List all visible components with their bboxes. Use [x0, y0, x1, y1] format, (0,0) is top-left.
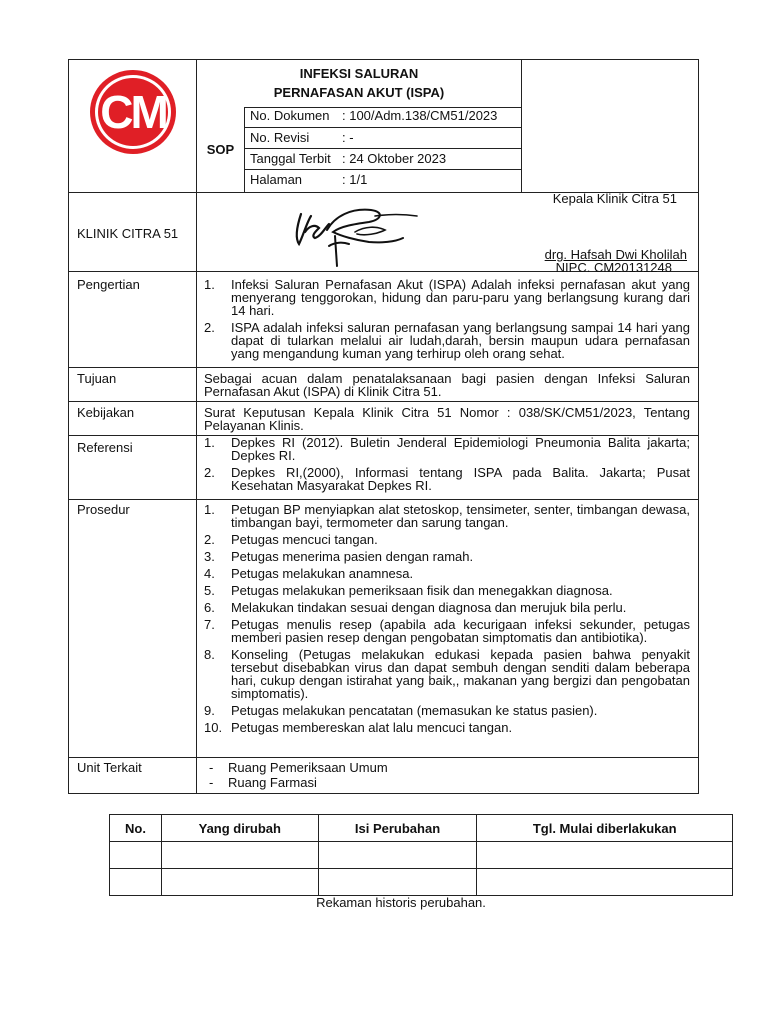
- table-cell: [161, 869, 318, 896]
- doc-number-label: No. Dokumen: [250, 108, 330, 123]
- label-tujuan: Tujuan: [77, 371, 117, 386]
- table-cell: [110, 842, 162, 869]
- divider-row-kebijakan: [68, 401, 699, 402]
- doc-number-row: [244, 106, 521, 127]
- logo-text: CM: [100, 86, 166, 138]
- revision-row: [244, 127, 521, 148]
- table-cell: [477, 869, 733, 896]
- clinic-head-title: Kepala Klinik Citra 51: [552, 191, 677, 206]
- clinic-head-name: drg. Hafsah Dwi Kholilah: [544, 247, 687, 262]
- table-cell: [110, 869, 162, 896]
- label-unit-terkait: Unit Terkait: [77, 760, 142, 775]
- prosedur-item: 2. Petugas mencuci tangan.: [204, 532, 378, 547]
- history-header-content: Isi Perubahan: [318, 815, 477, 842]
- revision-value: : -: [342, 130, 354, 145]
- divider-row-tujuan: [68, 367, 699, 368]
- content-pengertian: [204, 278, 690, 364]
- prosedur-item: 5. Petugas melakukan pemeriksaan fisik dan menegakkan diagnosa.: [204, 583, 613, 598]
- content-tujuan: Sebagai acuan dalam penatalaksanaan bagi pasien dengan Infeksi Saluran Pernafasan Akut (ISPA) di Klinik Citra 51.: [204, 371, 690, 399]
- prosedur-item: 4. Petugas melakukan anamnesa.: [204, 566, 414, 581]
- referensi-item: 1. Depkes RI (2012). Buletin Jenderal Epidemiologi Pneumonia Balita jakarta; Depkes RI.: [204, 435, 690, 463]
- label-pengertian: Pengertian: [77, 277, 140, 292]
- prosedur-item: 10. Petugas membereskan alat lalu mencuci tangan.: [204, 720, 513, 735]
- table-row: [110, 842, 733, 869]
- divider-left-column: [196, 59, 197, 794]
- pengertian-item: 2. ISPA adalah infeksi saluran pernafasan yang berlangsung sampai 14 hari yang dapat di tularkan melalui air ludah,darah, bersin maupun udara pernafasan yang mengandung kuman yang terhirup oleh orang sehat.: [204, 320, 690, 361]
- divider-row-unit-terkait: [68, 757, 699, 758]
- content-referensi: [204, 436, 690, 496]
- content-prosedur: [204, 503, 690, 738]
- clinic-head-nip: NIPC. CM20131248: [555, 260, 672, 275]
- content-unit-terkait: [204, 761, 690, 791]
- clinic-logo: [88, 68, 178, 156]
- divider-header-right: [521, 59, 522, 192]
- page-title: [197, 64, 521, 102]
- history-header-row: [110, 815, 733, 842]
- prosedur-item: 6. Melakukan tindakan sesuai dengan diagnosa dan merujuk bila perlu.: [204, 600, 627, 615]
- page-label: Halaman: [250, 172, 303, 187]
- history-header-no: No.: [110, 815, 162, 842]
- prosedur-item: 3. Petugas menerima pasien dengan ramah.: [204, 549, 474, 564]
- label-referensi: Referensi: [77, 440, 133, 455]
- divider-row-prosedur: [68, 499, 699, 500]
- prosedur-item: 8. Konseling (Petugas melakukan edukasi kepada pasien bahwa penyakit tersebut disebabkan virus dan dapat sembuh dengan senditi dalam beberapa hari, cukup dengan istirahat yang baik,, makanan yang bergizi dan pengobatan simptomatis).: [204, 647, 690, 701]
- history-caption: Rekaman historis perubahan.: [316, 895, 486, 910]
- pengertian-item: 1. Infeksi Saluran Pernafasan Akut (ISPA) Adalah infeksi pernafasan akut yang menyerang tenggorokan, hidung dan paru-paru yang berlangsung kurang dari 14 hari.: [204, 277, 690, 318]
- prosedur-item: 7. Petugas menulis resep (apabila ada kecurigaan infeksi sekunder, petugas memberi pasien resep dengan pengobatan simptomatis dan antibiotika).: [204, 617, 690, 645]
- label-prosedur: Prosedur: [77, 502, 130, 517]
- issue-date-label: Tanggal Terbit: [250, 151, 331, 166]
- table-cell: [161, 842, 318, 869]
- signature: [285, 196, 425, 268]
- title-line-1: INFEKSI SALURAN: [299, 66, 419, 81]
- page-row: [244, 169, 521, 190]
- table-cell: [318, 869, 477, 896]
- issue-date-value: : 24 Oktober 2023: [342, 151, 447, 166]
- history-header-date: Tgl. Mulai diberlakukan: [477, 815, 733, 842]
- unit-item: - Ruang Pemeriksaan Umum: [209, 760, 388, 775]
- header-info: [244, 107, 521, 192]
- referensi-item: 2. Depkes RI,(2000), Informasi tentang ISPA pada Balita. Jakarta; Pusat Kesehatan Masyarakat Depkes RI.: [204, 465, 690, 493]
- prosedur-item: 9. Petugas melakukan pencatatan (memasukan ke status pasien).: [204, 703, 598, 718]
- clinic-name: KLINIK CITRA 51: [77, 226, 179, 241]
- history-table: [109, 814, 733, 896]
- table-row: [110, 869, 733, 896]
- title-line-2: PERNAFASAN AKUT (ISPA): [273, 85, 445, 100]
- issue-date-row: [244, 148, 521, 169]
- content-kebijakan: Surat Keputusan Kepala Klinik Citra 51 Nomor : 038/SK/CM51/2023, Tentang Pelayanan Klinis.: [204, 405, 690, 433]
- sop-label: SOP: [206, 142, 235, 157]
- table-cell: [318, 842, 477, 869]
- label-kebijakan: Kebijakan: [77, 405, 135, 420]
- revision-label: No. Revisi: [250, 130, 310, 145]
- page-value: : 1/1: [342, 172, 368, 187]
- doc-number-value: : 100/Adm.138/CM51/2023: [342, 108, 498, 123]
- history-header-changed: Yang dirubah: [161, 815, 318, 842]
- prosedur-item: 1. Petugan BP menyiapkan alat stetoskop, tensimeter, senter, timbangan dewasa, timbangan bayi, termometer dan sarung tangan.: [204, 502, 690, 530]
- unit-item: - Ruang Farmasi: [209, 775, 317, 790]
- table-cell: [477, 842, 733, 869]
